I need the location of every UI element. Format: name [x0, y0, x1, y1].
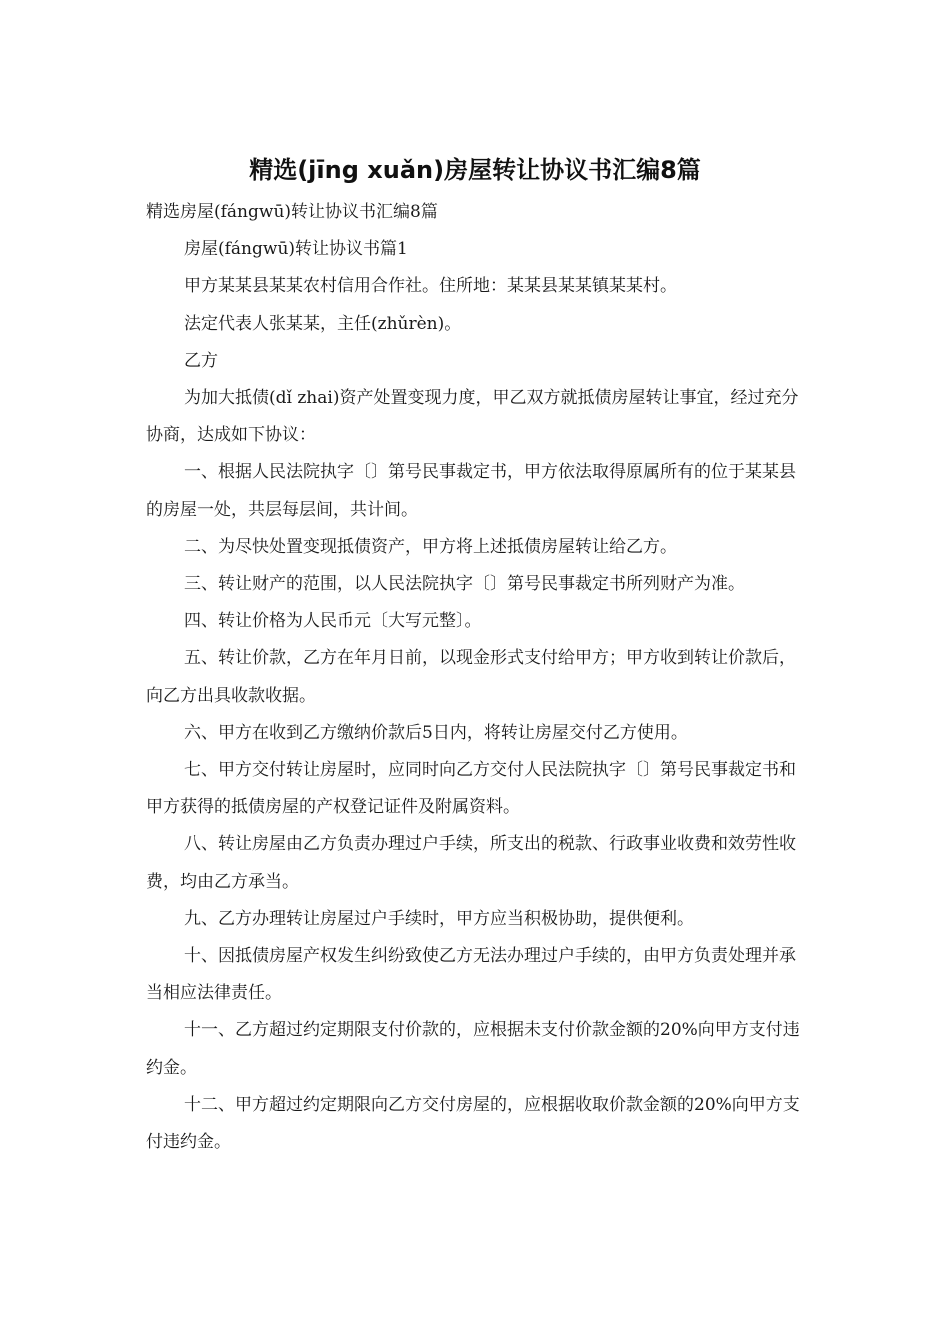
- paragraph: 为加大抵债(dǐ zhai)资产处置变现力度，甲乙双方就抵债房屋转让事宜，经过充分协商，达成如下协议：: [146, 388, 799, 446]
- paragraph: 八、转让房屋由乙方负责办理过户手续，所支出的税款、行政事业收费和效劳性收费，均由乙方承当。: [146, 834, 796, 892]
- paragraph: 十一、乙方超过约定期限支付价款的，应根据未支付价款金额的20%向甲方支付违约金。: [146, 1020, 800, 1078]
- paragraph: 房屋(fángwū)转让协议书篇1: [184, 239, 408, 260]
- paragraph: 精选房屋(fángwū)转让协议书汇编8篇: [146, 202, 438, 222]
- paragraph: 四、转让价格为人民币元〔大写元整〕。: [184, 611, 482, 632]
- paragraph: 一、根据人民法院执字〔〕第号民事裁定书，甲方依法取得原属所有的位于某某县的房屋一处，共层每层间，共计间。: [146, 462, 796, 520]
- paragraph: 九、乙方办理转让房屋过户手续时，甲方应当积极协助，提供便利。: [184, 908, 694, 929]
- paragraph: 十二、甲方超过约定期限向乙方交付房屋的，应根据收取价款金额的20%向甲方支付违约金。: [146, 1094, 800, 1153]
- document-title: 精选(jīng xuǎn)房屋转让协议书汇编8篇: [249, 156, 701, 184]
- paragraph: 七、甲方交付转让房屋时，应同时向乙方交付人民法院执字〔〕第号民事裁定书和甲方获得的抵债房屋的产权登记证件及附属资料。: [146, 760, 796, 818]
- paragraph: 甲方某某县某某农村信用合作社。住所地：某某县某某镇某某村。: [184, 276, 677, 297]
- document-body: [146, 194, 800, 1161]
- paragraph: 六、甲方在收到乙方缴纳价款后5日内，将转让房屋交付乙方使用。: [184, 722, 688, 743]
- paragraph: 五、转让价款，乙方在年月日前，以现金形式支付给甲方；甲方收到转让价款后，向乙方出具收款收据。: [146, 648, 796, 706]
- paragraph: 三、转让财产的范围，以人民法院执字〔〕第号民事裁定书所列财产为准。: [184, 574, 745, 595]
- paragraph: 法定代表人张某某，主任(zhǔrèn)。: [184, 313, 462, 334]
- paragraph: 十、因抵债房屋产权发生纠纷致使乙方无法办理过户手续的，由甲方负责处理并承当相应法律责任。: [146, 946, 796, 1004]
- paragraph: 二、为尽快处置变现抵债资产，甲方将上述抵债房屋转让给乙方。: [184, 536, 677, 557]
- paragraph: 乙方: [184, 350, 218, 371]
